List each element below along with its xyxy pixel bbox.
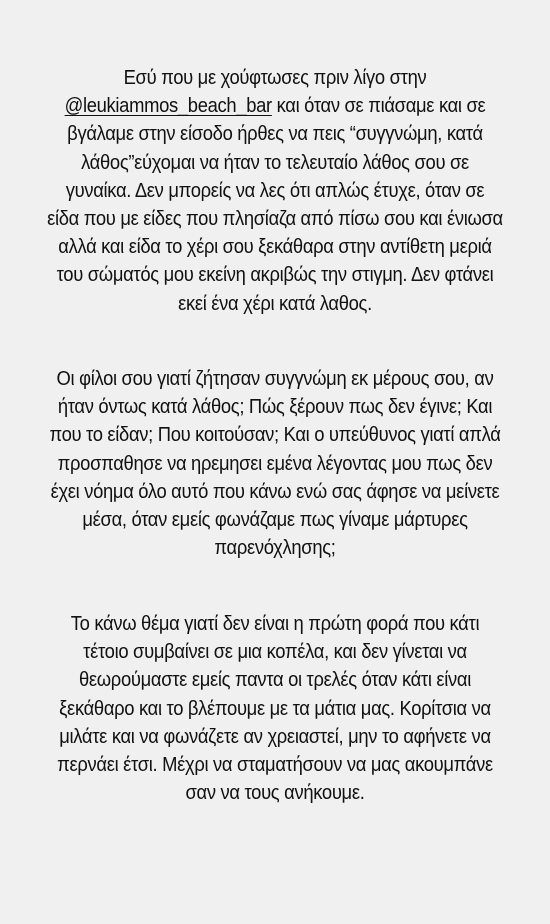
account-mention-link[interactable]: @leukiammos_beach_bar: [64, 95, 272, 118]
text-line-rest: και όταν σε πιάσαμε και σε: [271, 95, 486, 118]
text-line: θεωρούμαστε εμείς παντα οι τρελές όταν κάτι είναι: [78, 669, 472, 692]
paragraph-2: [0, 365, 550, 562]
text-line: του σώματός μου εκείνη ακριβώς την στιγμη. Δεν φτάνει: [56, 264, 494, 287]
text-line: είδα που με είδες που πλησίαζα από πίσω σου και ένιωσα: [47, 208, 503, 231]
text-line: έχει νόημα όλο αυτό που κάνω ενώ σας άφησε να μείνετε: [50, 480, 500, 503]
text-line: προσπαθησε να ηρεμησει εμένα λέγοντας μου πως δεν: [57, 452, 493, 475]
text-line: εκεί ένα χέρι κατά λαθος.: [178, 292, 372, 315]
paragraph-3: [0, 610, 550, 807]
text-line: βγάλαμε στην είσοδο ήρθες να πεις “συγγνώμη, κατά: [67, 123, 483, 146]
text-line: που το είδαν; Που κοιτούσαν; Και ο υπεύθυνος γιατί απλά: [49, 424, 501, 447]
text-line: Το κάνω θέμα γιατί δεν είναι η πρώτη φορά που κάτι: [70, 613, 480, 635]
text-line: μιλάτε και να φωνάζετε αν χρειαστεί, μην το αφήνετε να: [59, 725, 491, 748]
text-line: αλλά και είδα το χέρι σου ξεκάθαρα στην αντίθετη μεριά: [58, 236, 492, 259]
text-line: ήταν όντως κατά λάθος; Πώς ξέρουν πως δεν έγινε; Και: [57, 396, 493, 419]
text-line: Εσύ που με χούφτωσες πριν λίγο στην: [123, 67, 427, 89]
text-line: ξεκάθαρο και το βλέπουμε με τα μάτια μας. Κορίτσια να: [59, 697, 491, 720]
paragraph-1: [0, 64, 550, 318]
text-line: γυναίκα. Δεν μπορείς να λες ότι απλώς έτυχε, όταν σε: [65, 179, 485, 202]
text-line: τέτοιο συμβαίνει σε μια κοπέλα, και δεν γίνεται να: [83, 641, 467, 664]
text-line: σαν να τους ανήκουμε.: [185, 782, 365, 805]
text-line-with-mention: [22, 92, 528, 120]
text-line: περνάει έτσι. Μέχρι να σταματήσουν να μας ακουμπάνε: [57, 754, 493, 777]
text-line: λάθος”εύχομαι να ήταν το τελευταίο λάθος σου σε: [81, 151, 469, 174]
text-line: Οι φίλοι σου γιατί ζήτησαν συγγνώμη εκ μέρους σου, αν: [56, 368, 494, 390]
text-line: παρενόχλησης;: [214, 537, 336, 560]
text-line: μέσα, όταν εμείς φωνάζαμε πως γίναμε μάρτυρες: [82, 509, 468, 532]
